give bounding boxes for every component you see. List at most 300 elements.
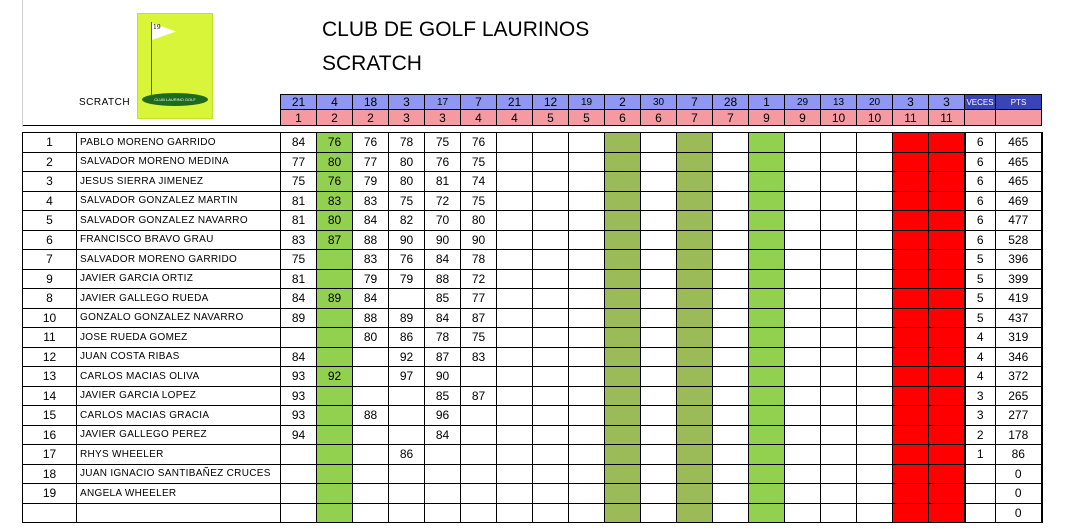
score-cell [569, 133, 605, 153]
score-cell [317, 503, 353, 523]
score-cell [821, 172, 857, 192]
pts-cell: 396 [996, 250, 1042, 270]
score-cell [929, 386, 965, 406]
score-cell [533, 503, 569, 523]
veces-cell: 4 [965, 328, 996, 348]
score-cell [677, 269, 713, 289]
score-cell: 90 [389, 230, 425, 250]
score-cell [641, 484, 677, 504]
position-cell: 7 [23, 250, 77, 270]
score-cell [317, 484, 353, 504]
table-row [23, 347, 1042, 367]
header-summary-blank [996, 110, 1042, 126]
score-cell [857, 133, 893, 153]
score-cell: 92 [317, 367, 353, 387]
score-cell: 72 [425, 191, 461, 211]
score-cell [821, 133, 857, 153]
pts-cell: 465 [996, 172, 1042, 192]
header-top-cell: 30 [641, 95, 677, 110]
score-cell [497, 191, 533, 211]
separator-cell [749, 126, 785, 133]
position-cell: 13 [23, 367, 77, 387]
score-cell [533, 230, 569, 250]
score-cell [929, 191, 965, 211]
veces-cell: 6 [965, 172, 996, 192]
score-cell [785, 328, 821, 348]
score-cell [281, 503, 317, 523]
score-cell [425, 484, 461, 504]
score-cell [569, 230, 605, 250]
score-cell [821, 230, 857, 250]
header-bottom-cell: 2 [317, 110, 353, 126]
score-cell [605, 308, 641, 328]
table-row [23, 191, 1042, 211]
score-cell [497, 269, 533, 289]
score-cell [605, 191, 641, 211]
separator-cell [569, 126, 605, 133]
pts-header: PTS [996, 95, 1042, 110]
score-cell: 77 [281, 152, 317, 172]
player-name-cell: CARLOS MACIAS OLIVA [77, 367, 281, 387]
separator-cell [996, 126, 1042, 133]
score-cell [389, 503, 425, 523]
score-cell [785, 484, 821, 504]
header-top-cell: 7 [677, 95, 713, 110]
score-cell [605, 172, 641, 192]
player-name-cell: JAVIER GARCIA LOPEZ [77, 386, 281, 406]
score-cell [929, 464, 965, 484]
header-top-cell: 1 [749, 95, 785, 110]
score-cell [893, 269, 929, 289]
header-bottom-cell: 3 [389, 110, 425, 126]
score-cell [893, 464, 929, 484]
score-cell: 89 [281, 308, 317, 328]
header-top-cell: 21 [497, 95, 533, 110]
score-cell [785, 133, 821, 153]
header-top-cell: 18 [353, 95, 389, 110]
header-blank [23, 110, 77, 126]
score-cell [893, 347, 929, 367]
score-cell [533, 464, 569, 484]
position-cell: 5 [23, 211, 77, 231]
position-cell: 3 [23, 172, 77, 192]
pts-cell: 346 [996, 347, 1042, 367]
score-cell [497, 386, 533, 406]
score-cell [677, 425, 713, 445]
score-cell: 93 [281, 367, 317, 387]
score-cell [857, 347, 893, 367]
header-top-cell: 19 [569, 95, 605, 110]
score-cell [497, 289, 533, 309]
score-cell [929, 308, 965, 328]
score-cell [497, 133, 533, 153]
pts-cell: 469 [996, 191, 1042, 211]
score-cell [821, 386, 857, 406]
score-cell [785, 152, 821, 172]
pts-cell: 178 [996, 425, 1042, 445]
position-cell: 2 [23, 152, 77, 172]
score-cell [785, 386, 821, 406]
score-cell: 75 [425, 133, 461, 153]
score-cell [425, 445, 461, 465]
score-cell [821, 484, 857, 504]
score-cell [317, 269, 353, 289]
table-row [23, 152, 1042, 172]
score-cell: 80 [353, 328, 389, 348]
separator-cell [533, 126, 569, 133]
score-cell [893, 230, 929, 250]
score-cell [713, 269, 749, 289]
player-name-cell: FRANCISCO BRAVO GRAU [77, 230, 281, 250]
score-cell [929, 406, 965, 426]
score-cell [569, 211, 605, 231]
score-cell [281, 464, 317, 484]
separator-cell [821, 126, 857, 133]
score-cell: 82 [389, 211, 425, 231]
score-cell [749, 269, 785, 289]
score-cell [605, 445, 641, 465]
player-name-cell: SALVADOR MORENO GARRIDO [77, 250, 281, 270]
header-top-cell: 17 [425, 95, 461, 110]
table-row [23, 406, 1042, 426]
score-cell: 81 [281, 191, 317, 211]
score-cell [749, 133, 785, 153]
separator-cell [893, 126, 929, 133]
score-cell [461, 503, 497, 523]
pts-cell: 0 [996, 484, 1042, 504]
score-cell [749, 445, 785, 465]
score-cell [821, 250, 857, 270]
score-cell: 88 [353, 308, 389, 328]
score-cell [569, 484, 605, 504]
separator-cell [965, 126, 996, 133]
score-cell [497, 152, 533, 172]
score-cell: 87 [425, 347, 461, 367]
scores-table [22, 94, 1043, 523]
player-name-cell: JESUS SIERRA JIMENEZ [77, 172, 281, 192]
score-cell [857, 406, 893, 426]
player-name-cell: JAVIER GARCIA ORTIZ [77, 269, 281, 289]
score-cell [461, 367, 497, 387]
pts-cell: 265 [996, 386, 1042, 406]
score-cell [497, 347, 533, 367]
player-name-cell: GONZALO GONZALEZ NAVARRO [77, 308, 281, 328]
score-cell [677, 250, 713, 270]
score-cell [929, 445, 965, 465]
position-cell: 15 [23, 406, 77, 426]
score-cell [821, 328, 857, 348]
score-cell [785, 308, 821, 328]
score-cell [929, 367, 965, 387]
score-cell: 87 [317, 230, 353, 250]
player-name-cell: SALVADOR MORENO MEDINA [77, 152, 281, 172]
veces-cell: 5 [965, 269, 996, 289]
score-cell [821, 406, 857, 426]
score-cell [677, 367, 713, 387]
position-cell: 14 [23, 386, 77, 406]
score-cell: 85 [425, 386, 461, 406]
score-cell: 84 [425, 250, 461, 270]
score-cell [821, 445, 857, 465]
score-cell [461, 464, 497, 484]
score-cell [857, 464, 893, 484]
score-cell [929, 484, 965, 504]
position-cell: 18 [23, 464, 77, 484]
score-cell [677, 347, 713, 367]
score-cell [641, 367, 677, 387]
score-cell [821, 211, 857, 231]
position-cell: 6 [23, 230, 77, 250]
score-cell [857, 367, 893, 387]
header-top-cell: 20 [857, 95, 893, 110]
score-cell: 84 [281, 347, 317, 367]
pts-cell: 399 [996, 269, 1042, 289]
score-cell [569, 367, 605, 387]
score-cell [893, 211, 929, 231]
score-cell [569, 328, 605, 348]
pts-cell: 0 [996, 503, 1042, 523]
header-top-cell: 7 [461, 95, 497, 110]
score-cell [605, 503, 641, 523]
score-cell [713, 328, 749, 348]
header-blank [23, 95, 77, 110]
score-cell: 88 [425, 269, 461, 289]
score-cell [749, 172, 785, 192]
score-cell [497, 367, 533, 387]
score-cell: 93 [281, 406, 317, 426]
table-row [23, 484, 1042, 504]
separator-cell [425, 126, 461, 133]
header-bottom-cell: 9 [785, 110, 821, 126]
score-cell [317, 464, 353, 484]
score-cell [821, 503, 857, 523]
score-cell [713, 133, 749, 153]
table-row [23, 230, 1042, 250]
score-cell: 88 [353, 230, 389, 250]
score-cell [749, 464, 785, 484]
score-cell [425, 503, 461, 523]
score-cell: 84 [425, 425, 461, 445]
score-cell [929, 152, 965, 172]
header-summary-blank [965, 110, 996, 126]
veces-cell: 4 [965, 367, 996, 387]
header-blank [77, 110, 281, 126]
score-cell [425, 464, 461, 484]
logo-text: CLUB LAURINO GOLF [142, 93, 208, 106]
score-cell [713, 289, 749, 309]
table-row [23, 133, 1042, 153]
score-cell: 84 [353, 211, 389, 231]
veces-header: VECES [965, 95, 996, 110]
header-bottom-cell: 9 [749, 110, 785, 126]
player-name-cell [77, 503, 281, 523]
score-cell [317, 406, 353, 426]
score-cell [713, 484, 749, 504]
score-cell [893, 445, 929, 465]
player-name-cell: SALVADOR GONZALEZ NAVARRO [77, 211, 281, 231]
header-bottom-cell: 2 [353, 110, 389, 126]
score-cell [821, 269, 857, 289]
position-cell [23, 503, 77, 523]
score-cell [713, 191, 749, 211]
score-cell: 87 [461, 386, 497, 406]
score-cell: 76 [461, 133, 497, 153]
score-cell [605, 152, 641, 172]
header-top-cell: 3 [389, 95, 425, 110]
score-cell: 84 [281, 133, 317, 153]
pts-cell: 465 [996, 152, 1042, 172]
score-cell [641, 503, 677, 523]
score-cell: 81 [425, 172, 461, 192]
score-cell [641, 328, 677, 348]
score-cell [605, 269, 641, 289]
score-cell [749, 308, 785, 328]
score-cell: 78 [425, 328, 461, 348]
score-cell [785, 503, 821, 523]
score-cell [533, 445, 569, 465]
score-cell [605, 211, 641, 231]
score-cell [929, 133, 965, 153]
separator-cell [77, 126, 281, 133]
score-cell: 75 [281, 172, 317, 192]
score-cell [713, 230, 749, 250]
table-row [23, 289, 1042, 309]
veces-cell: 5 [965, 289, 996, 309]
veces-cell: 5 [965, 308, 996, 328]
score-cell: 76 [389, 250, 425, 270]
pts-cell: 0 [996, 464, 1042, 484]
score-cell [677, 464, 713, 484]
score-cell: 81 [281, 211, 317, 231]
veces-cell: 1 [965, 445, 996, 465]
score-cell [857, 269, 893, 289]
score-cell [641, 406, 677, 426]
score-cell [749, 367, 785, 387]
header-top-cell: 21 [281, 95, 317, 110]
score-cell: 80 [389, 172, 425, 192]
score-cell: 90 [461, 230, 497, 250]
score-cell: 78 [389, 133, 425, 153]
flag-number: 19 [153, 24, 161, 31]
separator-cell [929, 126, 965, 133]
table-row [23, 386, 1042, 406]
score-cell [713, 425, 749, 445]
score-cell [893, 133, 929, 153]
header-bottom-cell: 11 [893, 110, 929, 126]
score-cell [857, 503, 893, 523]
score-cell [641, 425, 677, 445]
score-cell [641, 289, 677, 309]
separator-cell [317, 126, 353, 133]
score-cell [785, 347, 821, 367]
score-cell [929, 347, 965, 367]
score-cell [317, 425, 353, 445]
score-cell [641, 250, 677, 270]
score-cell [713, 250, 749, 270]
score-cell [605, 347, 641, 367]
score-cell [389, 289, 425, 309]
score-cell [785, 289, 821, 309]
score-cell [641, 386, 677, 406]
score-cell [785, 406, 821, 426]
table-row [23, 503, 1042, 523]
score-cell: 80 [389, 152, 425, 172]
score-cell [641, 211, 677, 231]
veces-cell: 5 [965, 250, 996, 270]
score-cell [569, 191, 605, 211]
score-cell [533, 269, 569, 289]
score-cell [389, 386, 425, 406]
separator-cell [857, 126, 893, 133]
score-cell [569, 425, 605, 445]
score-cell [569, 269, 605, 289]
score-cell [821, 191, 857, 211]
score-cell [713, 172, 749, 192]
pts-cell: 86 [996, 445, 1042, 465]
score-cell [929, 328, 965, 348]
score-cell [713, 211, 749, 231]
score-cell [713, 308, 749, 328]
score-cell [353, 484, 389, 504]
score-cell [857, 425, 893, 445]
player-name-cell: JUAN IGNACIO SANTIBAÑEZ CRUCES [77, 464, 281, 484]
score-cell [497, 464, 533, 484]
score-cell [497, 308, 533, 328]
score-cell: 89 [389, 308, 425, 328]
score-cell [461, 445, 497, 465]
header-top-cell: 28 [713, 95, 749, 110]
score-cell [929, 211, 965, 231]
score-cell [497, 445, 533, 465]
score-cell [785, 230, 821, 250]
score-cell [353, 464, 389, 484]
score-cell [857, 328, 893, 348]
header-bottom-cell: 4 [497, 110, 533, 126]
score-cell [497, 503, 533, 523]
veces-cell: 6 [965, 211, 996, 231]
score-cell [821, 289, 857, 309]
score-cell [785, 425, 821, 445]
score-cell [497, 328, 533, 348]
score-cell [605, 406, 641, 426]
score-cell [785, 445, 821, 465]
position-cell: 12 [23, 347, 77, 367]
score-cell: 76 [353, 133, 389, 153]
veces-cell: 3 [965, 386, 996, 406]
score-cell [785, 191, 821, 211]
score-cell [893, 503, 929, 523]
score-cell [929, 269, 965, 289]
score-cell [281, 484, 317, 504]
score-cell [533, 152, 569, 172]
score-cell [317, 386, 353, 406]
score-cell [353, 503, 389, 523]
score-cell [641, 191, 677, 211]
position-cell: 1 [23, 133, 77, 153]
separator-cell [605, 126, 641, 133]
pts-cell: 319 [996, 328, 1042, 348]
score-cell [749, 328, 785, 348]
score-cell [677, 152, 713, 172]
header-bottom-cell: 5 [569, 110, 605, 126]
header-bottom-cell: 10 [857, 110, 893, 126]
score-cell [389, 484, 425, 504]
score-cell [533, 484, 569, 504]
score-cell [713, 406, 749, 426]
score-cell [605, 484, 641, 504]
header-bottom-cell: 6 [605, 110, 641, 126]
score-cell [605, 367, 641, 387]
